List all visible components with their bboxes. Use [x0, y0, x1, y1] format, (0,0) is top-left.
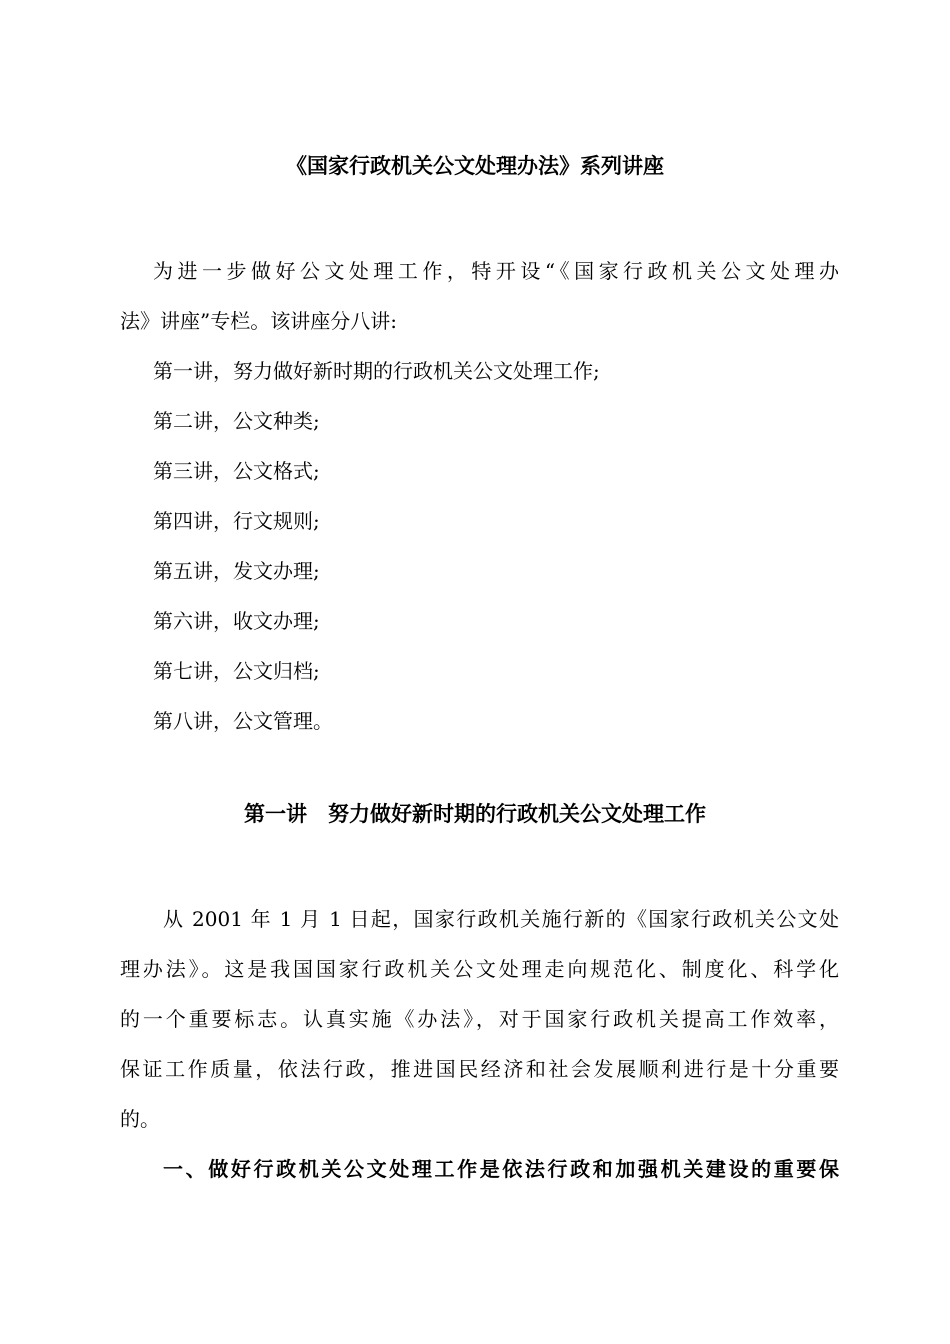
body-line-3: 的一个重要标志。认真实施《办法》，对于国家行政机关提高工作效率，	[120, 1007, 839, 1031]
body-line-1: 从 2001 年 1 月 1 日起，国家行政机关施行新的《国家行政机关公文处	[163, 907, 839, 931]
lecture-list-item: 第八讲，公文管理。	[153, 709, 333, 733]
lecture-list-item: 第三讲，公文格式;	[153, 459, 320, 483]
body-line-5: 的。	[120, 1107, 160, 1131]
intro-line-2: 法》讲座”专栏。该讲座分八讲:	[120, 309, 397, 333]
lecture-list-item: 第一讲，努力做好新时期的行政机关公文处理工作;	[153, 359, 600, 383]
lecture-list-item: 第五讲，发文办理;	[153, 559, 320, 583]
intro-line-1: 为进一步做好公文处理工作，特开设“《国家行政机关公文处理办	[153, 259, 839, 283]
body-line-4: 保证工作质量，依法行政，推进国民经济和社会发展顺利进行是十分重要	[120, 1057, 839, 1081]
lecture-list-item: 第四讲，行文规则;	[153, 509, 320, 533]
lecture-list-item: 第六讲，收文办理;	[153, 609, 320, 633]
body-line-2: 理办法》。这是我国国家行政机关公文处理走向规范化、制度化、科学化	[120, 957, 839, 981]
lecture-1-title: 第一讲 努力做好新时期的行政机关公文处理工作	[244, 801, 706, 826]
series-title: 《国家行政机关公文处理办法》系列讲座	[286, 153, 664, 178]
section-1-heading: 一、做好行政机关公文处理工作是依法行政和加强机关建设的重要保	[163, 1157, 839, 1181]
lecture-list-item: 第二讲，公文种类;	[153, 409, 320, 433]
lecture-list-item: 第七讲，公文归档;	[153, 659, 320, 683]
